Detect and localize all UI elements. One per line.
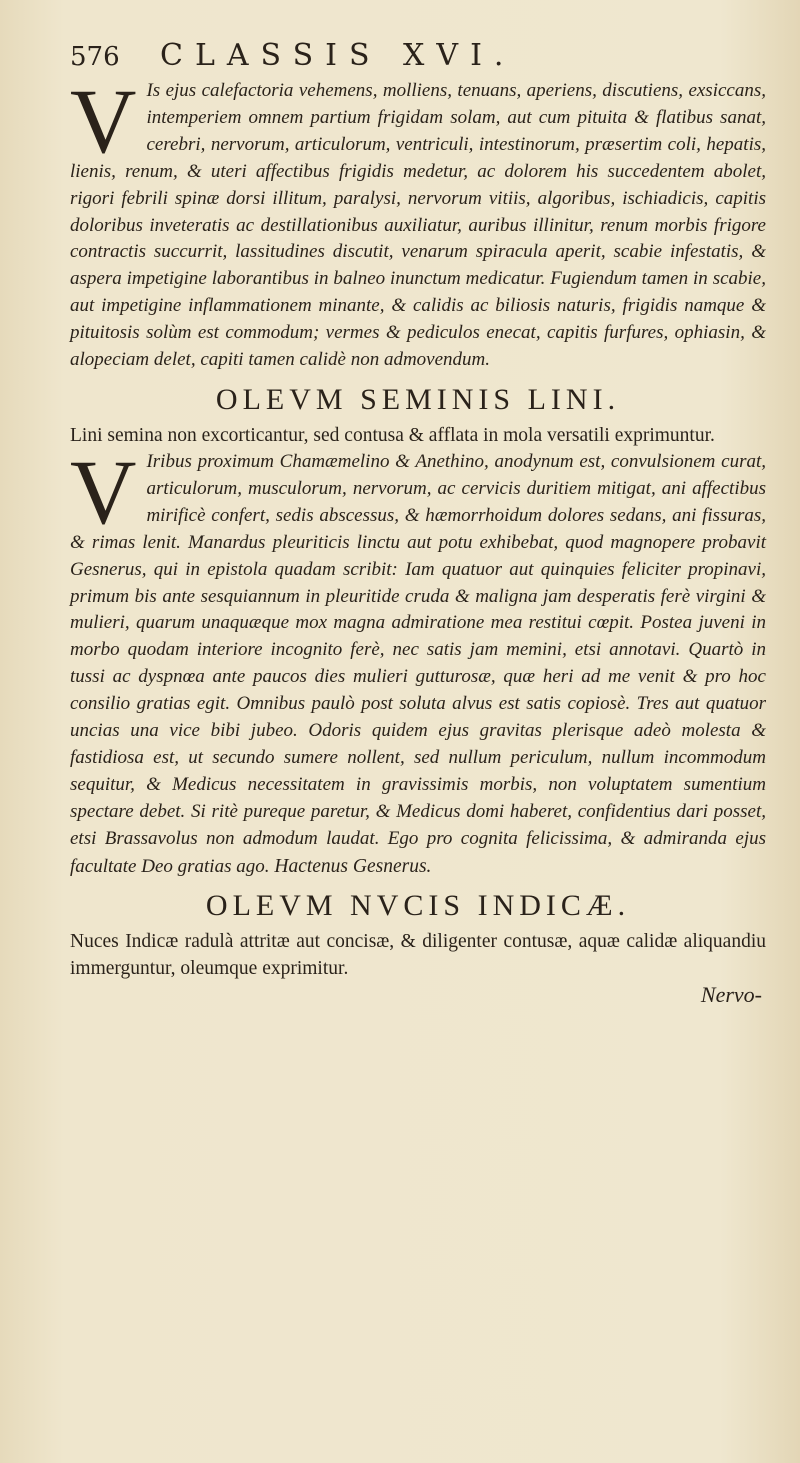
section-body [70,440,766,881]
section-heading-oleum-seminis-lini: OLEVM SEMINIS LINI. [215,382,621,416]
page-header [70,38,766,78]
page-number: 576 [70,42,120,72]
catchword: Nervo- [700,982,762,1008]
running-head: CLASSIS XVI. [160,38,516,73]
section-body-text: Iribus proximum Chamæmelino & Anethino, anodynum est, convulsionem curat, articulorum, musculorum, nervorum, ac cervicis duritiem mitigat, ani affectibus mirificè confert, sedis abscessus, & hæmorrhoidum dolores sedans, ani fissuras, & rimas lenit. Manardus pleuriticis linctu aut potu exhibebat, quod magnopere probavit Gesnerus, qui in epistola quadam scribit: Iam quatuor aut quinquies feliciter propinavi, primum bis ante sesquiannum in pleuritide cruda & maligna jam desperatis ferè virgini & mulieri, quarum unaquæque mox magna admiratione mea restitui cœpit. Postea juveni in morbo quodam interiore incognito ferè, nec satis jam memini, etsi annotavi. Quartò in tussi ac dyspnœa ante paucos dies mulieri gutturosæ, quæ heri ad me venit & pro hoc consilio gratias egit. Omnibus paulò post soluta alvus est satis copiosè. Tres aut quatuor uncias una vice bibi jubeo. Odoris quidem ejus gravitas plerisque adeò molesta & fastidiosa est, ut secundo sumere nollent, sed nullum periculum, nullum incommodum sequitur, & Medicus necessitatem in gravissimis morbis, non voluptatem sumentium spectare debet. Si ritè pureque paretur, & Medicus domi haberet, confidentius dari posset, etsi Brassavolus non admodum laudat. Ego pro cognita felicissima, & admiranda ejus facultate Deo gratias ago. [70,450,766,877]
section-body: Is ejus calefactoria vehemens, molliens, tenuans, aperiens, discutiens, exsiccans, intemperiem omnem partium frigidam solam, aut cum pituita & flatibus sanat, cerebri, nervorum, articulorum, ventriculi, intestinorum, præsertim coli, hepatis, lienis, renum, & uteri affectibus frigidis medetur, ac dolorem his succedentem abolet, rigori febrili spinæ dorsi illitum, paralysi, nervorum vitiis, algoribus, ischiadicis, capitis doloribus inveteratis ac destillationibus auxiliatur, auribus illinitur, renum morbis frigore contractis succurrit, lassitudines discutit, venarum spiracula aperit, scabie infestatis, & aspera impetigine laborantibus in balneo inunctum medicatur. Fugiendum tamen in scabie, aut impetigine inflammationem minante, & calidis ac biliosis naturis, frigidis namque & pituitosis solùm est commodum; vermes & pediculos enecat, capitis furfures, ophiasin, & alopeciam delet, capiti tamen calidè non admovendum. [70,80,766,371]
section-intro: Lini semina non excorticantur, sed contusa & afflata in mola versatili exprimuntur. [70,424,715,446]
section-heading-oleum-nucis-indicae: OLEVM NVCIS INDICÆ. [205,889,631,923]
drop-initial: V [70,70,137,172]
section-closing: Hactenus Gesnerus. [269,855,432,877]
section-oleum-seminis-lini [70,440,766,881]
section-calefactoria [70,70,766,374]
section-body: Nuces Indicæ radulà attritæ aut concisæ, & diligenter contusæ, aquæ calidæ aliquandiu immerguntur, oleumque exprimitur. [70,931,766,980]
drop-initial: V [70,440,137,543]
